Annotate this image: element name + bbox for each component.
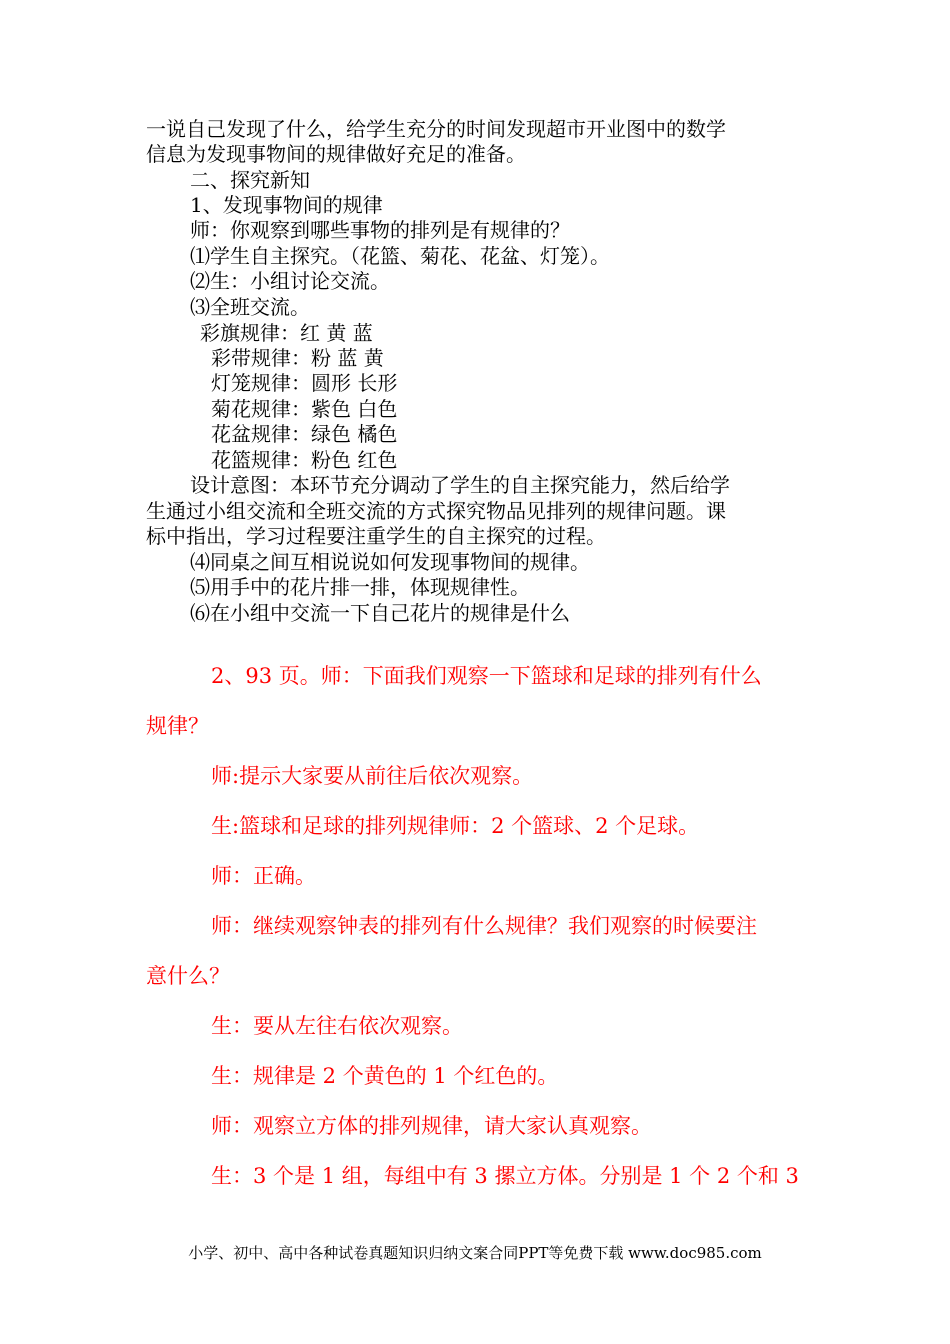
body-line: ⑸用手中的花片排一排，体现规律性。 xyxy=(190,575,530,599)
section-heading: 二、探究新知 xyxy=(190,168,310,192)
red-line: 师:提示大家要从前往后依次观察。 xyxy=(211,764,534,788)
red-line: 生：要从左往右依次观察。 xyxy=(211,1014,463,1038)
red-line: 师：观察立方体的排列规律，请大家认真观察。 xyxy=(211,1114,652,1138)
pattern-line: 彩旗规律：红 黄 蓝 xyxy=(200,321,373,345)
pattern-line: 花盆规律：绿色 橘色 xyxy=(211,422,398,446)
red-line: 生：3 个是 1 组，每组中有 3 摞立方体。分别是 1 个 2 个和 3 xyxy=(211,1164,799,1188)
body-line: 信息为发现事物间的规律做好充足的准备。 xyxy=(146,142,526,166)
red-line: 师：继续观察钟表的排列有什么规律？我们观察的时候要注 xyxy=(211,914,757,938)
pattern-line: 菊花规律：紫色 白色 xyxy=(211,397,398,421)
body-line: 生通过小组交流和全班交流的方式探究物品见排列的规律问题。课 xyxy=(146,499,726,523)
body-line: 师：你观察到哪些事物的排列是有规律的？ xyxy=(190,218,570,242)
subsection-heading: 1、发现事物间的规律 xyxy=(190,193,383,217)
red-line: 生：规律是 2 个黄色的 1 个红色的。 xyxy=(211,1064,559,1088)
red-line: 师：正确。 xyxy=(211,864,316,888)
pattern-line: 花篮规律：粉色 红色 xyxy=(211,448,398,472)
body-line: ⑴学生自主探究。（花篮、菊花、花盆、灯笼）。 xyxy=(190,244,610,268)
red-line: 规律？ xyxy=(146,714,209,738)
body-line: ⑹在小组中交流一下自己花片的规律是什么 xyxy=(190,601,570,625)
red-line: 生:篮球和足球的排列规律师：2 个篮球、2 个足球。 xyxy=(211,814,700,838)
pattern-line: 彩带规律：粉 蓝 黄 xyxy=(211,346,384,370)
body-line: 设计意图：本环节充分调动了学生的自主探究能力，然后给学 xyxy=(190,473,730,497)
pattern-line: 灯笼规律：圆形 长形 xyxy=(211,371,398,395)
page-footer: 小学、初中、高中各种试卷真题知识归纳文案合同PPT等免费下载 www.doc985.com xyxy=(188,1244,762,1262)
body-line: 标中指出，学习过程要注重学生的自主探究的过程。 xyxy=(146,524,606,548)
body-line: ⑷同桌之间互相说说如何发现事物间的规律。 xyxy=(190,550,590,574)
body-line: ⑶全班交流。 xyxy=(190,295,310,319)
red-line: 2、93 页。师：下面我们观察一下篮球和足球的排列有什么 xyxy=(211,664,762,688)
body-line: 一说自己发现了什么，给学生充分的时间发现超市开业图中的数学 xyxy=(146,117,726,141)
body-line: ⑵生：小组讨论交流。 xyxy=(190,269,390,293)
red-line: 意什么？ xyxy=(146,964,230,988)
